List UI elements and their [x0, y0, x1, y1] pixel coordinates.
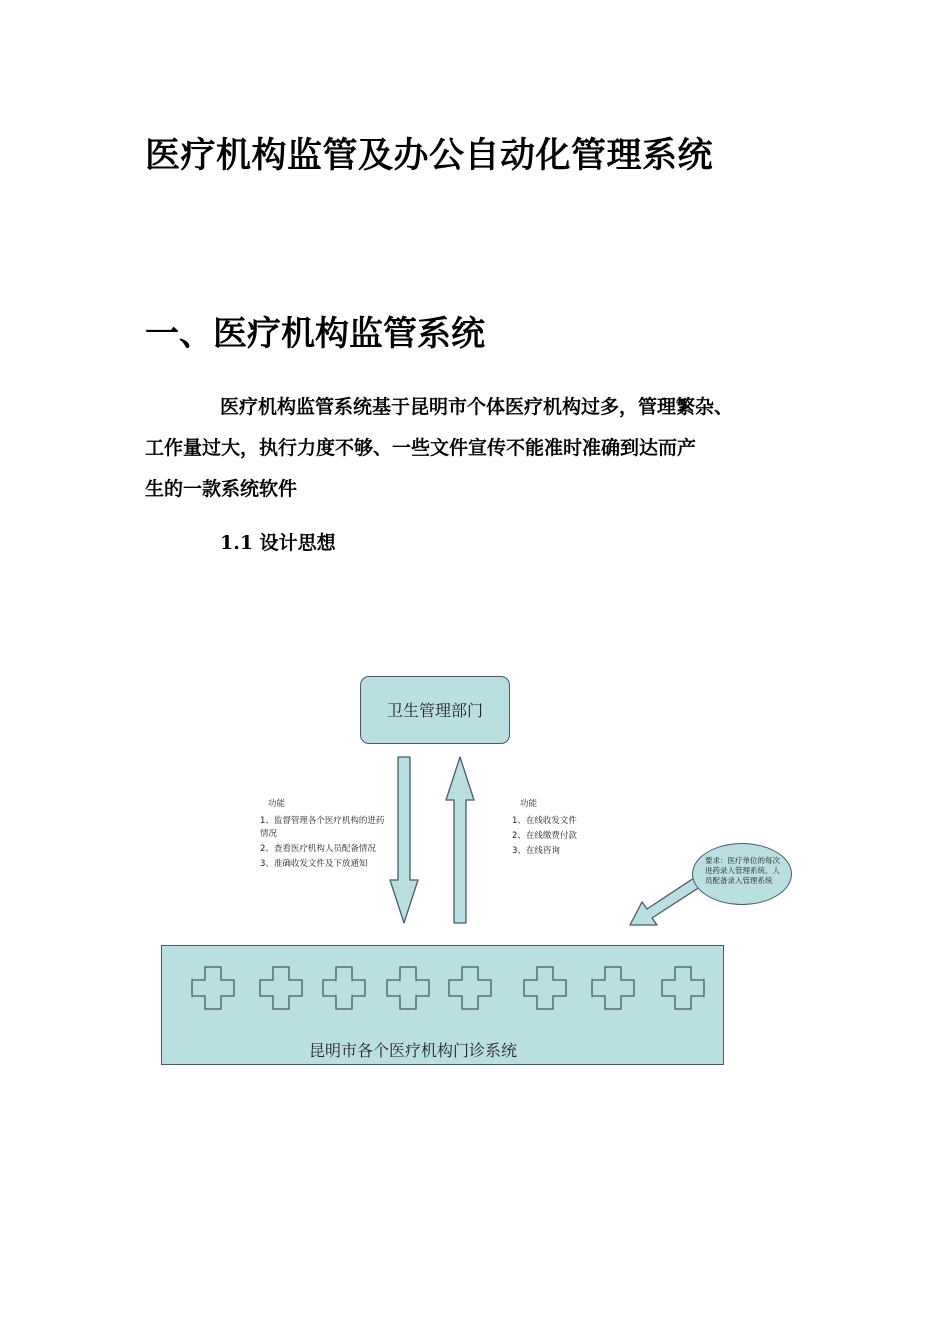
cross-icon: [661, 966, 705, 1010]
left-function-notes: [260, 798, 390, 873]
note-title: 功能: [520, 799, 538, 809]
right-function-notes: [512, 798, 622, 860]
arrow-up-icon: [446, 757, 474, 923]
cross-icon: [523, 966, 567, 1010]
subsection-heading: 1.1 设计思想: [220, 532, 336, 554]
note-item: 2、在线缴费付款: [512, 831, 577, 841]
cross-icon: [591, 966, 635, 1010]
intro-line: 医疗机构监管系统基于昆明市个体医疗机构过多，管理繁杂、: [220, 396, 734, 418]
arrow-pointer-icon: [630, 876, 703, 925]
note-item: 1、在线收发文件: [512, 816, 577, 826]
clinic-system-label: 昆明市各个医疗机构门诊系统: [309, 1041, 518, 1060]
cross-icon: [259, 966, 303, 1010]
document-title: 医疗机构监管及办公自动化管理系统: [145, 135, 714, 176]
clinic-system-box: [161, 945, 724, 1065]
cross-icon: [448, 966, 492, 1010]
cross-icon: [386, 966, 430, 1010]
intro-line: 工作量过大，执行力度不够、一些文件宣传不能准时准确到达而产: [145, 437, 697, 459]
note-item: 3、在线咨询: [512, 846, 560, 856]
note-item: 2、查看医疗机构人员配备情况: [260, 844, 376, 854]
note-title: 功能: [268, 799, 286, 809]
note-item: 1、监督管理各个医疗机构的进药情况: [260, 816, 385, 839]
requirement-bubble: 要求：医疗单位的每次进药录入管理系统、人员配备录入管理系统: [692, 843, 792, 905]
cross-icon: [322, 966, 366, 1010]
note-item: 3、准确收发文件及下放通知: [260, 859, 368, 869]
cross-icon: [191, 966, 235, 1010]
arrow-down-icon: [390, 757, 418, 923]
section-heading: 一、医疗机构监管系统: [145, 314, 485, 354]
health-department-box: 卫生管理部门: [360, 676, 510, 744]
intro-line: 生的一款系统软件: [145, 478, 298, 500]
